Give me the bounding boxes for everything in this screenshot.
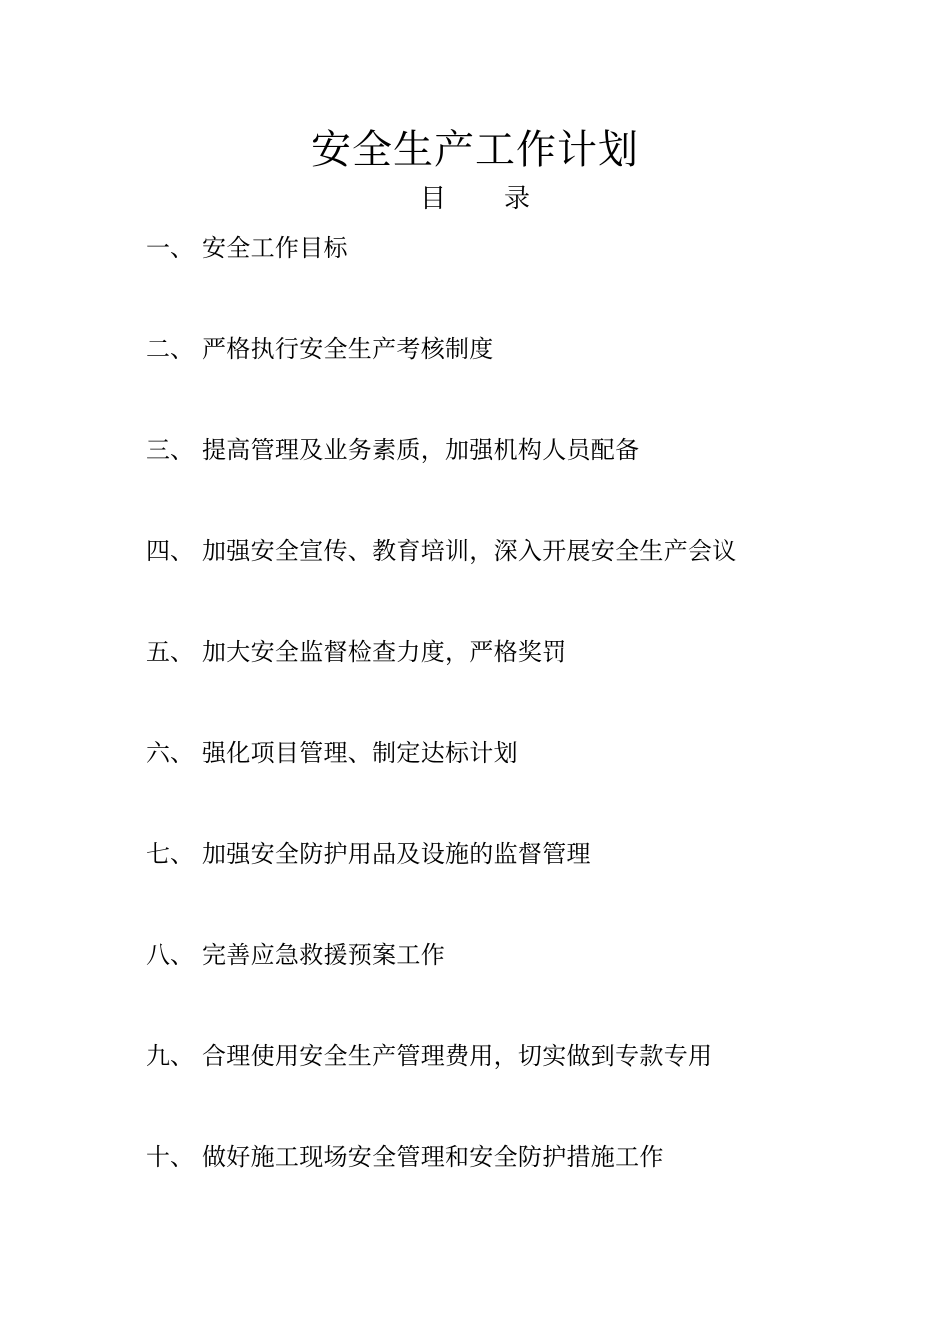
toc-item-text: 做好施工现场安全管理和安全防护措施工作 <box>202 1143 664 1171</box>
toc-item-7 <box>146 836 591 872</box>
toc-item-number: 二、 <box>146 335 194 363</box>
toc-item-6 <box>146 735 518 771</box>
toc-item-text: 完善应急救援预案工作 <box>202 941 445 969</box>
toc-item-text: 合理使用安全生产管理费用，切实做到专款专用 <box>202 1042 713 1070</box>
toc-item-number: 九、 <box>146 1042 194 1070</box>
toc-item-text: 严格执行安全生产考核制度 <box>202 335 494 363</box>
toc-item-text: 强化项目管理、制定达标计划 <box>202 739 518 767</box>
toc-item-number: 十、 <box>146 1143 194 1171</box>
toc-item-number: 八、 <box>146 941 194 969</box>
toc-item-2 <box>146 331 494 367</box>
toc-item-text: 加大安全监督检查力度，严格奖罚 <box>202 638 567 666</box>
toc-item-text: 提高管理及业务素质，加强机构人员配备 <box>202 436 640 464</box>
toc-item-text: 安全工作目标 <box>202 234 348 262</box>
toc-heading-char: 录 <box>504 184 531 214</box>
toc-heading-char: 目 <box>419 184 446 214</box>
toc-item-number: 一、 <box>146 234 194 262</box>
toc-item-10 <box>146 1139 664 1175</box>
toc-item-5 <box>146 634 567 670</box>
toc-item-number: 七、 <box>146 840 194 868</box>
toc-item-3 <box>146 432 639 468</box>
toc-item-text: 加强安全宣传、教育培训，深入开展安全生产会议 <box>202 537 737 565</box>
toc-item-4 <box>146 533 737 569</box>
toc-item-number: 三、 <box>146 436 194 464</box>
toc-item-8 <box>146 937 445 973</box>
toc-heading <box>0 180 950 218</box>
toc-item-text: 加强安全防护用品及设施的监督管理 <box>202 840 591 868</box>
toc-item-number: 四、 <box>146 537 194 565</box>
toc-item-1 <box>146 230 348 266</box>
toc-item-number: 六、 <box>146 739 194 767</box>
toc-item-9 <box>146 1038 712 1074</box>
toc-item-number: 五、 <box>146 638 194 666</box>
page-title: 安全生产工作计划 <box>311 127 639 173</box>
